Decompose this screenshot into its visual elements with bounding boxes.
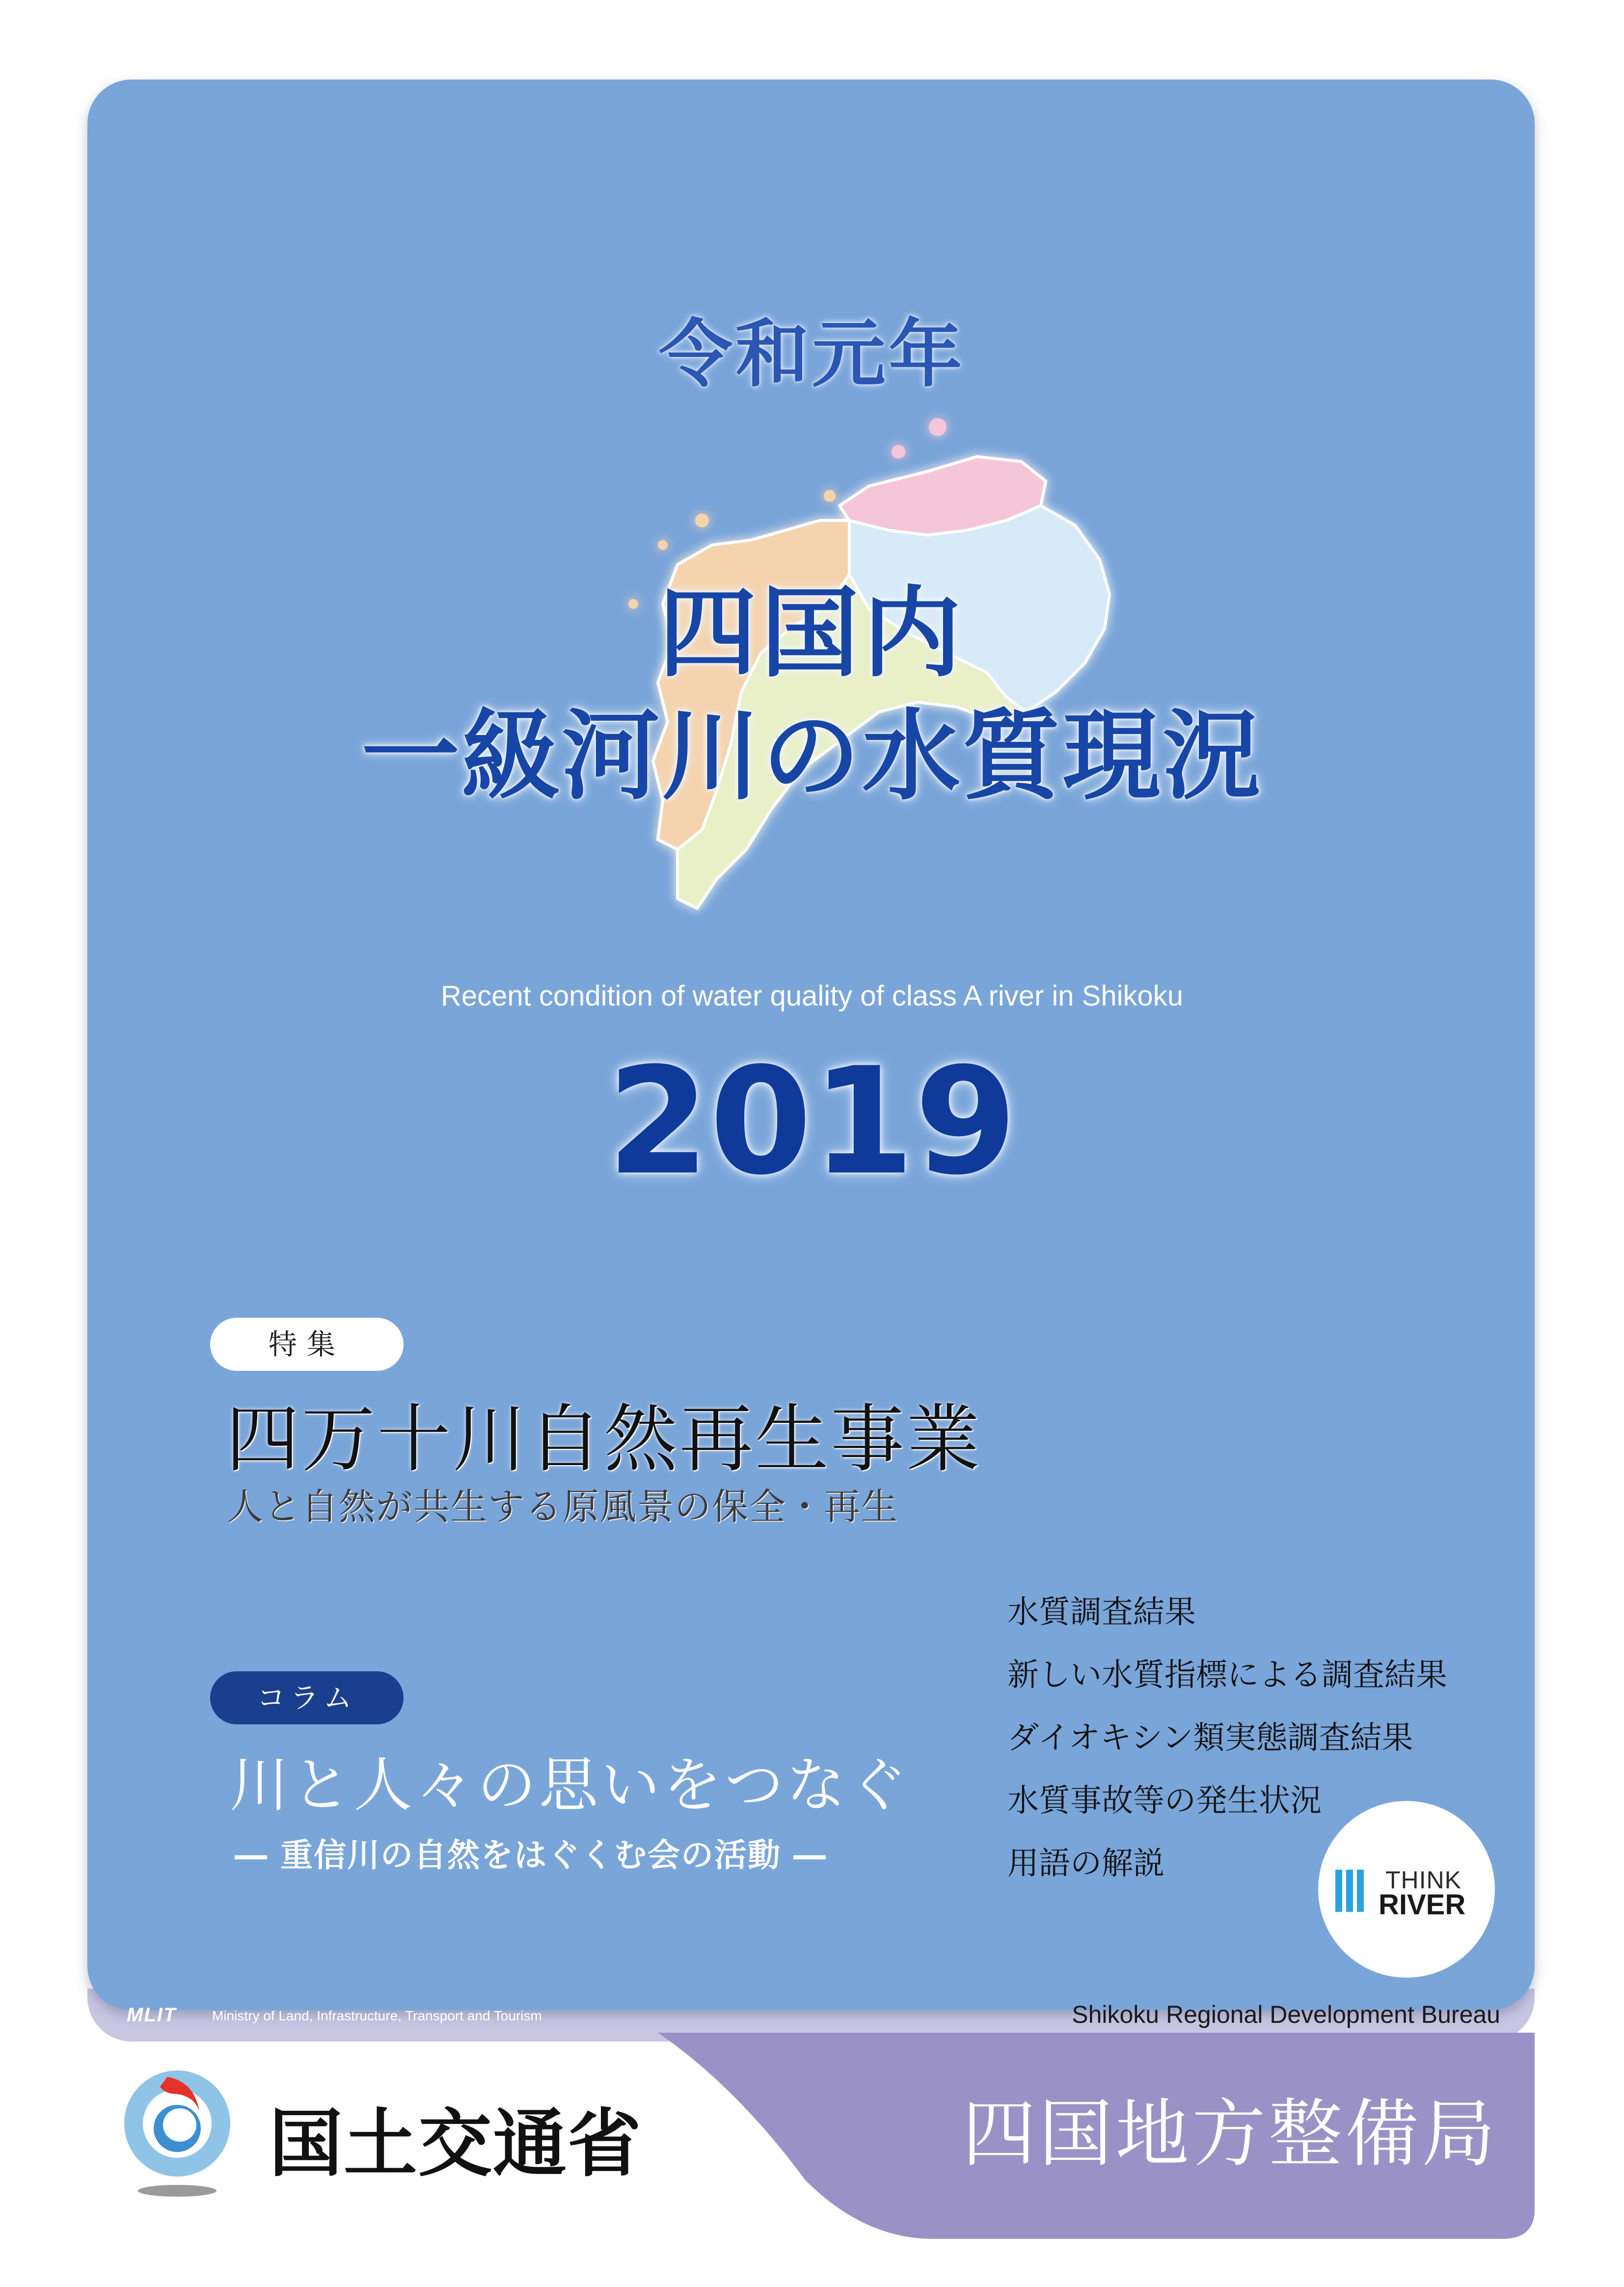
map-island bbox=[929, 418, 947, 436]
contents-item: 用語の解説 bbox=[1007, 1846, 1164, 1882]
year-number: 2019 bbox=[607, 1036, 1017, 1207]
column-tag: コラム bbox=[210, 1671, 404, 1724]
bureau-name-japanese: 四国地方整備局 bbox=[962, 2092, 1499, 2177]
mlit-fullname: Ministry of Land, Infrastructure, Transport and Tourism bbox=[212, 2008, 542, 2023]
title-line-2: 一級河川の水質現況 bbox=[361, 699, 1263, 814]
feature-tag: 特集 bbox=[210, 1318, 404, 1371]
feature-title: 四万十川自然再生事業 bbox=[226, 1397, 982, 1482]
map-island bbox=[658, 540, 668, 550]
era-year: 令和元年 bbox=[658, 312, 965, 397]
mlit-logo-icon bbox=[121, 2067, 234, 2200]
contents-item: ダイオキシン類実態調査結果 bbox=[1007, 1720, 1413, 1756]
map-island bbox=[892, 445, 905, 459]
bureau-name-english: Shikoku Regional Development Bureau bbox=[1072, 2001, 1500, 2028]
map-island bbox=[824, 490, 836, 502]
mlit-wordmark: MLIT bbox=[127, 2004, 177, 2026]
column-subtitle: ― 重信川の自然をはぐくむ会の活動 ― bbox=[235, 1836, 827, 1874]
ministry-name-japanese: 国土交通省 bbox=[269, 2101, 643, 2187]
contents-item: 水質調査結果 bbox=[1007, 1594, 1196, 1631]
contents-item: 水質事故等の発生状況 bbox=[1007, 1783, 1322, 1819]
column-title: 川と人々の思いをつなぐ bbox=[230, 1751, 910, 1820]
subtitle-english: Recent condition of water quality of class A river in Shikoku bbox=[441, 980, 1183, 1012]
contents-item: 新しい水質指標による調査結果 bbox=[1007, 1657, 1447, 1693]
feature-subtitle: 人と自然が共生する原風景の保全・再生 bbox=[227, 1486, 898, 1528]
map-island bbox=[695, 514, 709, 527]
badge-river-text: RIVER bbox=[1379, 1889, 1466, 1921]
river-bars-icon bbox=[1335, 1870, 1365, 1912]
badge-think-text: THINK bbox=[1385, 1866, 1462, 1894]
title-line-1: 四国内 bbox=[658, 576, 965, 691]
